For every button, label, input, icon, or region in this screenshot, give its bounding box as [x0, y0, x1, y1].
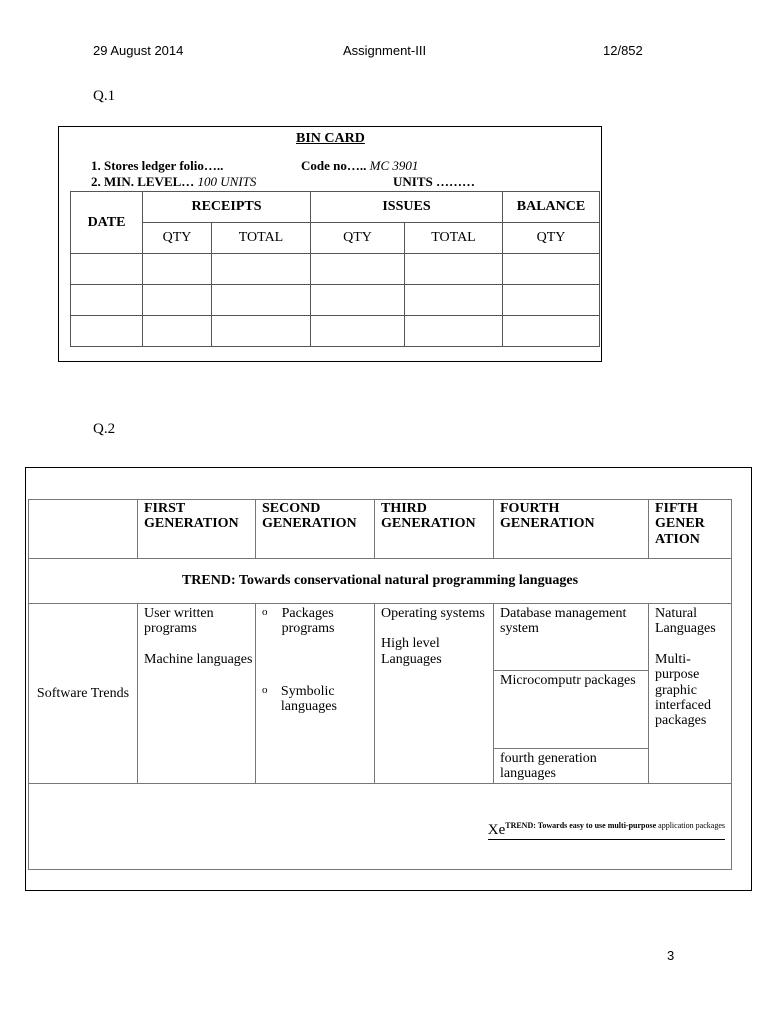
question-2-label: Q.2	[93, 421, 116, 437]
list-item: Natural Languages	[655, 606, 716, 637]
second-generation-cell	[256, 604, 375, 784]
issues-qty-header: QTY	[311, 223, 405, 254]
issues-total-header: TOTAL	[405, 223, 503, 254]
trend-bottom-text: TREND: Towards easy to use multi-purpose application packages	[505, 820, 725, 830]
page-number: 3	[667, 948, 675, 963]
table-cell	[503, 285, 600, 316]
table-cell	[143, 285, 212, 316]
bullet-icon: o	[262, 606, 268, 618]
min-level-value: 100 UNITS	[197, 174, 257, 189]
generations-table	[28, 499, 732, 870]
table-cell	[503, 316, 600, 347]
software-trends-box	[25, 467, 752, 891]
list-item	[262, 606, 374, 637]
header-reference: 12/852	[603, 43, 643, 58]
fifth-generation-cell	[649, 604, 732, 784]
table-cell	[212, 285, 311, 316]
trend-top-row: TREND: Towards conservational natural programming languages	[29, 559, 732, 604]
code-number-value: MC 3901	[369, 158, 419, 173]
table-cell	[405, 254, 503, 285]
bullet-icon: o	[262, 683, 268, 696]
table-cell	[71, 285, 143, 316]
balance-header: BALANCE	[503, 192, 600, 223]
third-generation-header: THIRD GENERATION	[375, 500, 494, 559]
receipts-total-header: TOTAL	[212, 223, 311, 254]
second-generation-header: SECOND GENERATION	[256, 500, 375, 559]
header-date: 29 August 2014	[93, 43, 184, 58]
min-level-line	[91, 174, 256, 190]
min-level-label: 2. MIN. LEVEL…	[91, 174, 195, 189]
code-number-label: Code no…..	[301, 158, 367, 173]
fourth-generation-cell	[494, 604, 649, 784]
date-header: DATE	[71, 192, 143, 254]
list-item: Machine languages	[144, 651, 253, 667]
table-cell	[143, 316, 212, 347]
list-item: Operating systems	[381, 606, 485, 621]
fourth-generation-subtable	[494, 604, 648, 782]
bin-card-table	[70, 191, 600, 347]
list-item-text: Packages programs	[281, 606, 335, 637]
question-1-label: Q.1	[93, 88, 116, 104]
table-cell	[405, 285, 503, 316]
code-number-line	[301, 158, 418, 174]
first-generation-cell	[138, 604, 256, 784]
trend-bottom-arrow-line	[488, 822, 725, 841]
list-item-text: Symbolic languages	[280, 683, 337, 715]
table-cell	[71, 254, 143, 285]
software-trends-label: Software Trends	[29, 604, 138, 784]
fourth-generation-header: FOURTH GENERATION	[494, 500, 649, 559]
table-cell	[311, 254, 405, 285]
fifth-generation-header: FIFTH GENER ATION	[649, 500, 732, 559]
balance-qty-header: QTY	[503, 223, 600, 254]
table-cell	[212, 254, 311, 285]
table-cell	[405, 316, 503, 347]
header-title: Assignment-III	[343, 43, 427, 58]
list-item	[262, 684, 374, 715]
bin-card-title: BIN CARD	[296, 131, 365, 146]
trend-bottom-row	[29, 784, 732, 870]
table-row	[71, 285, 600, 316]
bin-card	[58, 126, 602, 362]
stores-ledger-folio-line: 1. Stores ledger folio…..	[91, 158, 224, 173]
table-cell	[143, 254, 212, 285]
issues-header: ISSUES	[311, 192, 503, 223]
table-cell	[71, 316, 143, 347]
table-row	[71, 316, 600, 347]
receipts-header: RECEIPTS	[143, 192, 311, 223]
list-item: Database management system	[494, 604, 648, 670]
units-line: UNITS ………	[393, 174, 475, 189]
table-row	[71, 254, 600, 285]
list-item: fourth generation languages	[500, 750, 597, 781]
list-item: User written programs	[144, 606, 214, 637]
xe-mark: Xe	[487, 821, 506, 838]
receipts-qty-header: QTY	[143, 223, 212, 254]
table-cell	[311, 316, 405, 347]
third-generation-cell	[375, 604, 494, 784]
first-generation-header: FIRST GENERATION	[138, 500, 256, 559]
list-item: Multi-purpose graphic interfaced packages	[655, 651, 711, 729]
list-item: High level Languages	[381, 636, 442, 667]
empty-corner-cell	[29, 500, 138, 559]
table-cell	[311, 285, 405, 316]
table-cell	[503, 254, 600, 285]
table-cell	[212, 316, 311, 347]
list-item: Microcomputr packages	[494, 670, 648, 748]
